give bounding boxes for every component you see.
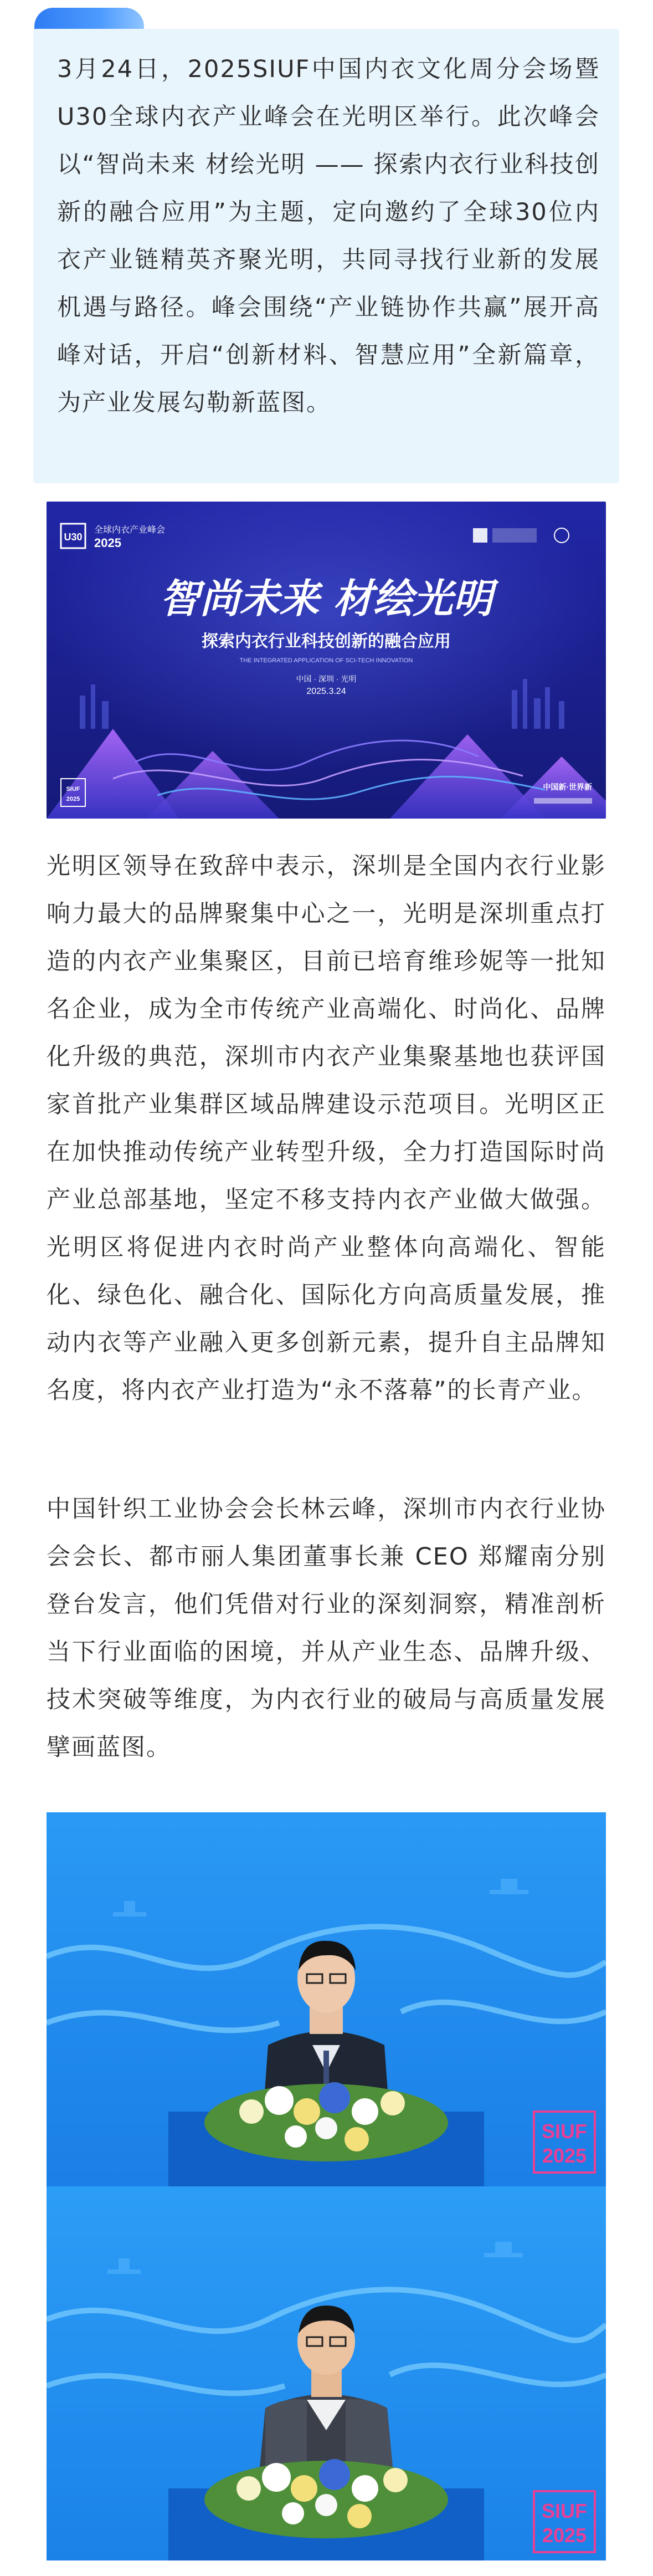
svg-text:SIUF: SIUF [66,786,80,793]
speech-paragraph-2: 中国针织工业协会会长林云峰，深圳市内衣行业协会会长、都市丽人集团董事长兼 CEO 郑耀南分别登台发言，他们凭借对行业的深刻洞察，精准剖析当下行业面临的困境，并从产业生态、品牌升级、技术突破等维度，为内衣行业的破局与高质量发展擘画蓝图。 [47,1495,606,1761]
banner-location: 中国 · 深圳 · 光明 [296,674,357,683]
siuf-watermark-2 [534,2491,595,2552]
svg-text:U30: U30 [64,531,83,543]
summit-banner-image [47,502,606,819]
speech-paragraph-1: 光明区领导在致辞中表示，深圳是全国内衣行业影响力最大的品牌聚集中心之一，光明是深圳重点打造的内衣产业集聚区，目前已培育维珍妮等一批知名企业，成为全市传统产业高端化、时尚化、品牌化升级的典范，深圳市内衣产业集聚基地也获评国家首批产业集群区域品牌建设示范项目。光明区正在加快推动传统产业转型升级，全力打造国际时尚产业总部基地，坚定不移支持内衣产业做大做强。光明区将促进内衣时尚产业整体向高端化、智能化、绿色化、融合化、国际化方向高质量发展，推动内衣等产业融入更多创新元素，提升自主品牌知名度，将内衣产业打造为“永不落幕”的长青产业。 [47,852,606,1404]
banner-headline: 智尚未来 材绘光明 [160,575,493,622]
event-name: 全球内衣产业峰会 [94,525,166,535]
siuf-watermark-1 [534,2112,595,2173]
banner-subtitle-en: THE INTEGRATED APPLICATION OF SCI-TECH INNOVATION [239,657,413,664]
event-year: 2025 [94,536,121,550]
sponsor-right-text: 中国新·世界新 [543,783,592,791]
svg-text:SIUF: SIUF [541,2500,588,2522]
svg-text:2025: 2025 [542,2144,587,2167]
svg-text:2025: 2025 [66,796,80,803]
banner-subtitle: 探索内衣行业科技创新的融合应用 [202,632,451,651]
speaker-photo-1 [47,1812,606,2186]
intro-paragraph: 3月24日，2025SIUF中国内衣文化周分会场暨U30全球内衣产业峰会在光明区举行。此次峰会以“智尚未来 材绘光明 —— 探索内衣行业科技创新的融合应用”为主题，定向邀约了全球30位内衣产业链精英齐聚光明，共同寻找行业新的发展机遇与路径。峰会围绕“产业链协作共赢”展开高峰对话，开启“创新材料、智慧应用”全新篇章，为产业发展勾勒新蓝图。 [57,55,600,417]
svg-text:2025: 2025 [542,2524,587,2547]
sponsor-right-mark [534,798,592,804]
svg-text:SIUF: SIUF [541,2120,588,2143]
banner-date: 2025.3.24 [306,687,346,696]
speaker-photo-2 [47,2186,606,2560]
